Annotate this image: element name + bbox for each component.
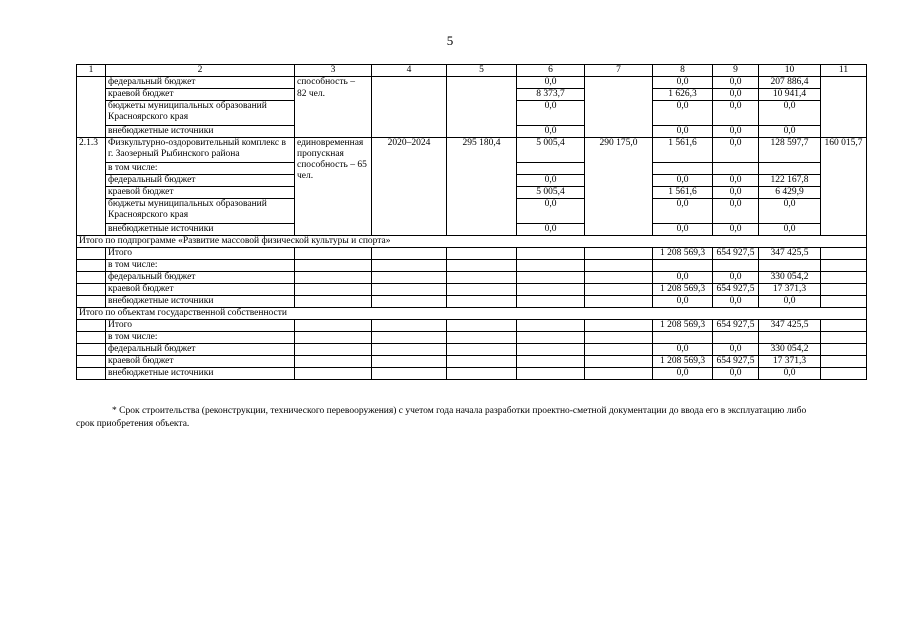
empty-cell	[77, 320, 106, 332]
row-name: краевой бюджет	[106, 284, 295, 296]
empty-cell	[77, 296, 106, 308]
value-cell: 0,0	[653, 126, 713, 138]
value-cell: 1 208 569,3	[653, 284, 713, 296]
description-cell: единовременная пропускная способность – 65 чел.	[295, 138, 372, 236]
value-cell: 1 561,6	[653, 138, 713, 163]
value-cell: 654 927,5	[713, 248, 759, 260]
value-cell: 0,0	[759, 101, 821, 126]
section-title-row	[77, 308, 867, 320]
value-cell: 1 626,3	[653, 89, 713, 101]
value-cell: 0,0	[713, 77, 759, 89]
value-cell: 0,0	[517, 224, 585, 236]
table-row	[77, 320, 867, 332]
table-row	[77, 356, 867, 368]
value-cell: 0,0	[713, 187, 759, 199]
row-name: внебюджетные источники	[106, 126, 295, 138]
value-cell: 347 425,5	[759, 320, 821, 332]
row-name: федеральный бюджет	[106, 175, 295, 187]
value-cell	[585, 77, 653, 138]
table-row	[77, 272, 867, 284]
cost-cell: 295 180,4	[447, 138, 517, 236]
value-cell: 8 373,7	[517, 89, 585, 101]
table-row	[77, 344, 867, 356]
column-header: 3	[295, 65, 372, 77]
empty-cell	[77, 368, 106, 380]
value-cell: 6 429,9	[759, 187, 821, 199]
row-name: Итого	[106, 248, 295, 260]
value-cell: 0,0	[713, 344, 759, 356]
table-row	[77, 138, 867, 163]
value-cell: 0,0	[517, 77, 585, 89]
value-cell: 0,0	[759, 224, 821, 236]
column-header: 1	[77, 65, 106, 77]
row-name: внебюджетные источники	[106, 224, 295, 236]
footnote-line: срок приобретения объекта.	[76, 419, 190, 429]
value-cell: 290 175,0	[585, 138, 653, 236]
table-row	[77, 260, 867, 272]
value-cell: 17 371,3	[759, 356, 821, 368]
value-cell: 122 167,8	[759, 175, 821, 187]
table-row	[77, 332, 867, 344]
row-name: федеральный бюджет	[106, 77, 295, 89]
empty-cell	[77, 248, 106, 260]
value-cell: 0,0	[653, 101, 713, 126]
value-cell: 0,0	[517, 199, 585, 224]
value-cell: 0,0	[713, 224, 759, 236]
table-row	[77, 77, 867, 89]
value-cell: 0,0	[713, 175, 759, 187]
row-name: внебюджетные источники	[106, 368, 295, 380]
column-header: 5	[447, 65, 517, 77]
value-cell	[759, 332, 821, 344]
value-cell: 654 927,5	[713, 356, 759, 368]
table-header-row	[77, 65, 867, 77]
table-row	[77, 284, 867, 296]
footnote-line: * Срок строительства (реконструкции, технического перевооружения) с учетом года начала разработки проектно-сметной документации до ввода его в эксплуатацию либо	[112, 406, 807, 416]
value-cell	[653, 332, 713, 344]
value-cell: 160 015,7	[821, 138, 867, 236]
row-name: федеральный бюджет	[106, 272, 295, 284]
row-name: бюджеты муниципальных образований Красноярского края	[106, 101, 295, 126]
value-cell: 1 208 569,3	[653, 248, 713, 260]
row-number-cell: 2.1.3	[77, 138, 106, 236]
value-cell: 0,0	[759, 126, 821, 138]
value-cell: 654 927,5	[713, 320, 759, 332]
value-cell: 0,0	[759, 368, 821, 380]
column-header: 8	[653, 65, 713, 77]
empty-cell	[77, 272, 106, 284]
value-cell: 0,0	[713, 199, 759, 224]
value-cell: 1 208 569,3	[653, 356, 713, 368]
column-header: 6	[517, 65, 585, 77]
section-title: Итого по подпрограмме «Развитие массовой физической культуры и спорта»	[77, 236, 867, 248]
value-cell: 1 208 569,3	[653, 320, 713, 332]
row-name: краевой бюджет	[106, 356, 295, 368]
value-cell: 0,0	[653, 175, 713, 187]
value-cell: 5 005,4	[517, 187, 585, 199]
table-row	[77, 248, 867, 260]
value-cell: 0,0	[713, 272, 759, 284]
column-header: 4	[372, 65, 447, 77]
value-cell: 0,0	[653, 272, 713, 284]
row-name: в том числе:	[106, 332, 295, 344]
empty-cell	[77, 356, 106, 368]
value-cell: 0,0	[653, 224, 713, 236]
value-cell: 0,0	[653, 77, 713, 89]
cost-cell	[447, 77, 517, 138]
period-cell: 2020–2024	[372, 138, 447, 236]
value-cell: 10 941,4	[759, 89, 821, 101]
column-header: 9	[713, 65, 759, 77]
row-name: в том числе:	[106, 260, 295, 272]
row-number-cell	[77, 77, 106, 138]
value-cell: 1 561,6	[653, 187, 713, 199]
value-cell: 0,0	[759, 199, 821, 224]
column-header: 2	[106, 65, 295, 77]
value-cell: 0,0	[517, 175, 585, 187]
empty-cell	[77, 332, 106, 344]
column-header: 10	[759, 65, 821, 77]
value-cell: 0,0	[653, 296, 713, 308]
row-name: федеральный бюджет	[106, 344, 295, 356]
page-number: 5	[446, 33, 454, 48]
description-cell: способность –	[295, 77, 372, 89]
value-cell: 0,0	[517, 101, 585, 126]
value-cell: 0,0	[653, 368, 713, 380]
value-cell: 0,0	[713, 101, 759, 126]
empty-cell	[77, 284, 106, 296]
value-cell: 0,0	[713, 296, 759, 308]
empty-cell	[77, 344, 106, 356]
period-cell	[372, 77, 447, 138]
row-name: краевой бюджет	[106, 187, 295, 199]
row-name: внебюджетные источники	[106, 296, 295, 308]
value-cell: 0,0	[713, 138, 759, 163]
row-name: бюджеты муниципальных образований Красноярского края	[106, 199, 295, 224]
column-header: 11	[821, 65, 867, 77]
value-cell	[517, 163, 585, 175]
value-cell	[653, 260, 713, 272]
value-cell: 128 597,7	[759, 138, 821, 163]
value-cell: 347 425,5	[759, 248, 821, 260]
value-cell: 0,0	[517, 126, 585, 138]
empty-cell	[77, 260, 106, 272]
value-cell: 17 371,3	[759, 284, 821, 296]
table-row	[77, 368, 867, 380]
row-name: Итого	[106, 320, 295, 332]
value-cell: 0,0	[713, 368, 759, 380]
value-cell	[713, 332, 759, 344]
value-cell: 5 005,4	[517, 138, 585, 163]
row-name: краевой бюджет	[106, 89, 295, 101]
footnote	[76, 405, 866, 431]
value-cell	[653, 163, 713, 175]
value-cell: 330 054,2	[759, 272, 821, 284]
value-cell: 0,0	[713, 126, 759, 138]
row-name: в том числе:	[106, 163, 295, 175]
section-title-row	[77, 236, 867, 248]
object-title: Физкультурно-оздоровительный комплекс в г. Заозерный Рыбинского района	[106, 138, 295, 163]
section-title: Итого по объектам государственной собственности	[77, 308, 867, 320]
description-cell: 82 чел.	[295, 89, 372, 138]
budget-table	[76, 64, 867, 380]
column-header: 7	[585, 65, 653, 77]
value-cell: 0,0	[653, 344, 713, 356]
value-cell	[759, 260, 821, 272]
value-cell	[713, 163, 759, 175]
value-cell: 0,0	[713, 89, 759, 101]
value-cell: 207 886,4	[759, 77, 821, 89]
value-cell: 330 054,2	[759, 344, 821, 356]
value-cell: 654 927,5	[713, 284, 759, 296]
value-cell: 0,0	[759, 296, 821, 308]
value-cell	[713, 260, 759, 272]
value-cell	[821, 77, 867, 138]
table-row	[77, 296, 867, 308]
value-cell: 0,0	[653, 199, 713, 224]
value-cell	[759, 163, 821, 175]
